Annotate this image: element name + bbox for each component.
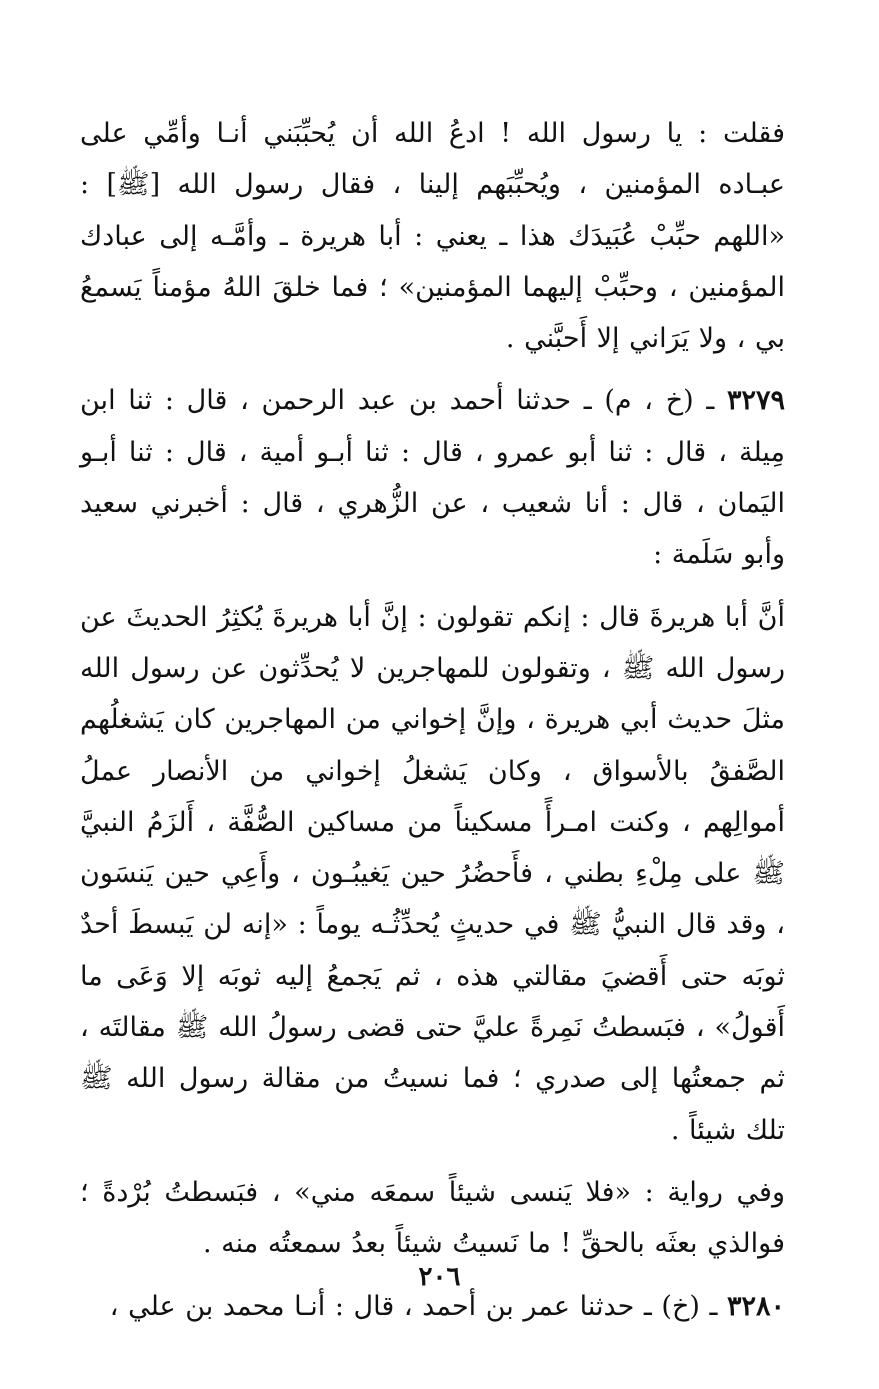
hadith-3279 [80,375,785,580]
paragraph-text: فقلت : يا رسول الله ! ادعُ الله أن يُحبِّبَني أنـا وأمِّي على عبـاده المؤمنين ، ويُحبِّبَهم إلينا ، فقال رسول الله [ﷺ] : «اللهم حبِّبْ عُبَيدَك هذا ـ يعني : أبا هريرة ـ وأمَّـه إلى عبادك المؤمنين ، وحبِّبْ إليهما المؤمنين» ؛ فما خلقَ اللهُ مؤمناً يَسمعُ بي ، ولا يَرَاني إلا أَحبَّني . [80,118,785,355]
riwaya-paragraph [80,1167,785,1270]
paragraph-text: ـ (خ) ـ حدثنا عمر بن أحمد ، قال : أنـا محمد بن علي ، [109,1290,727,1322]
paragraph-text: وفي رواية : «فلا يَنسى شيئاً سمعَه مني» ، فبَسطتُ بُرْدةً ؛ فوالذي بعثَه بالحقِّ ! ما نَسيتُ شيئاً بعدُ سمعتُه منه . [80,1176,785,1260]
paragraph-text: ـ (خ ، م) ـ حدثنا أحمد بن عبد الرحمن ، قال : ثنا ابن مِيلة ، قال : ثنا أبو عمرو ، قال : ثنا أبـو أمية ، قال : ثنا أبـو اليَمان ، قال : أنا شعيب ، عن الزُّهري ، قال : أخبرني سعيد وأبو سَلَمة : [80,385,785,571]
hadith-number: ٣٢٨٠ [726,1290,785,1322]
paragraph-text: أنَّ أبا هريرةَ قال : إنكم تقولون : إنَّ أبا هريرةَ يُكثِرُ الحديثَ عن رسول الله ﷺ ، وتقولون للمهاجرين لا يُحدِّثون عن رسول الله مثلَ حديث أبي هريرة ، وإنَّ إخواني من المهاجرين كان يَشغلُهم الصَّفقُ بالأسواق ، وكان يَشغلُ إخواني من الأنصار عملُ أموالِهم ، وكنت امـرأً مسكيناً من مساكين الصُّفَّة ، أَلزَمُ النبيَّ ﷺ على مِلْءِ بطني ، فأَحضُرُ حين يَغيبُـون ، وأَعِي حين يَنسَون ، وقد قال النبيُّ ﷺ في حديثٍ يُحدِّثُـه يوماً : «إنه لن يَبسطَ أحدٌ ثوبَه حتى أَقضيَ مقالتي هذه ، ثم يَجمعُ إليه ثوبَه إلا وَعَى ما أَقولُ» ، فبَسطتُ نَمِرةً عليَّ حتى قضى رسولُ الله ﷺ مقالتَه ، ثم جمعتُها إلى صدري ؛ فما نسيتُ من مقالة رسول الله ﷺ تلك شيئاً . [80,601,785,1146]
hadith-number: ٣٢٧٩ [726,385,785,417]
page-number: ٢٠٦ [418,1262,461,1292]
page-body [80,108,785,1332]
hadith-3279-matn [80,592,785,1156]
paragraph-continuation [80,108,785,364]
